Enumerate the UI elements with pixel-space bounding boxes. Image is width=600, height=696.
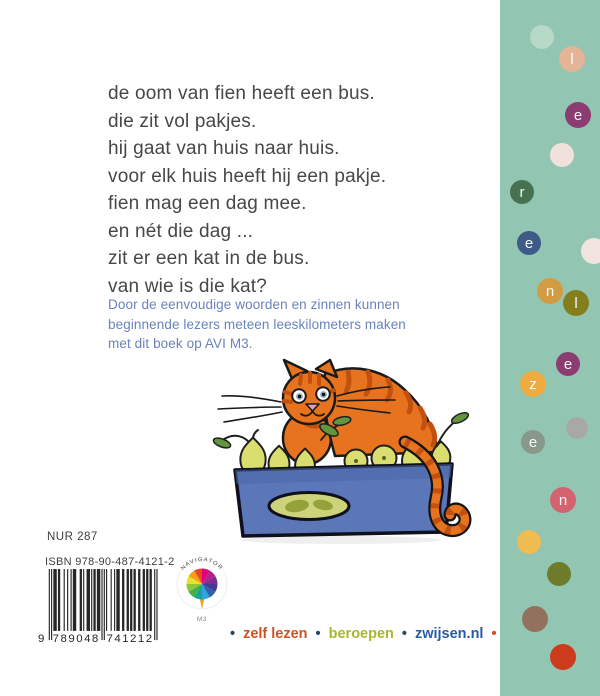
- dot-letter: e: [563, 355, 573, 373]
- footer-bullet: •: [401, 626, 407, 642]
- footer-item: zelf lezen: [243, 626, 308, 642]
- letter-dot-n: [550, 487, 576, 513]
- letter-dot-l: [563, 290, 589, 316]
- footer-item: zwijsen.nl: [414, 626, 484, 642]
- decor-dot: [522, 606, 548, 632]
- crate-oval-label: [269, 493, 349, 520]
- footer-item: beroepen: [328, 626, 394, 642]
- nur-code: NUR 287: [47, 531, 98, 543]
- cat-in-pear-crate-illustration: [209, 358, 474, 548]
- story-line: de oom van fien heeft een bus.: [108, 83, 375, 104]
- decor-dot: [547, 562, 571, 586]
- navigator-level: M3: [196, 616, 208, 623]
- barcode-digit-left: 9: [37, 632, 46, 645]
- blue-crate: [235, 464, 452, 536]
- dot-letter: z: [529, 375, 537, 393]
- navigator-color-wheel: [187, 569, 218, 600]
- story-line: hij gaat van huis naar huis.: [108, 138, 340, 159]
- story-line: fien mag een dag mee.: [108, 193, 307, 214]
- dot-letter: l: [574, 294, 578, 312]
- blurb-line: Door de eenvoudige woorden en zinnen kunnen: [108, 297, 400, 312]
- letter-dot-e: [521, 430, 545, 454]
- isbn-label: ISBN 978-90-487-4121-2: [45, 556, 175, 568]
- navigator-label: NAVIGATOR: [180, 557, 224, 572]
- dot-letter: e: [524, 234, 534, 252]
- decor-dot: [530, 25, 554, 49]
- dot-letter: r: [519, 183, 525, 201]
- ean-barcode: [35, 569, 161, 647]
- decor-dot: [550, 143, 574, 167]
- dot-letter: e: [528, 433, 538, 451]
- crate-shadow: [241, 536, 441, 544]
- dot-letter: e: [573, 106, 583, 124]
- story-line: die zit vol pakjes.: [108, 110, 257, 132]
- letter-dot-e: [517, 231, 541, 255]
- story-text: [108, 80, 386, 300]
- letter-dot-z: [520, 371, 546, 397]
- footer-brand-line: [230, 626, 497, 642]
- navigator-logo: [167, 546, 237, 628]
- dot-letter: n: [545, 282, 555, 300]
- avi-blurb: [108, 295, 406, 354]
- letter-dot-e: [556, 352, 580, 376]
- footer-bullet: •: [315, 626, 321, 642]
- decor-dot: [517, 530, 541, 554]
- decor-dot: [550, 644, 576, 670]
- story-line: voor elk huis heeft hij een pakje.: [108, 165, 387, 187]
- dot-letter: l: [570, 50, 574, 68]
- decor-dot: [581, 238, 600, 264]
- sidebar-band: [500, 0, 600, 696]
- story-line: van wie is die kat?: [108, 275, 268, 297]
- barcode-digits-group1: 789048: [52, 632, 100, 645]
- footer-bullet: •: [230, 626, 236, 642]
- blurb-line: met dit boek op AVI M3.: [108, 336, 253, 351]
- footer-bullet: •: [491, 626, 497, 642]
- story-line: zit er een kat in de bus.: [108, 248, 310, 269]
- dot-letter: n: [558, 491, 568, 509]
- story-line: en nét die dag ...: [108, 220, 254, 242]
- letter-dot-n: [537, 278, 563, 304]
- decor-dot: [566, 417, 588, 439]
- letter-dot-l: [559, 46, 585, 72]
- letter-dot-e: [565, 102, 591, 128]
- blurb-line: beginnende lezers meteen leeskilometers maken: [108, 316, 406, 332]
- barcode-digits-group2: 741212: [106, 632, 154, 645]
- letter-dot-r: [510, 180, 534, 204]
